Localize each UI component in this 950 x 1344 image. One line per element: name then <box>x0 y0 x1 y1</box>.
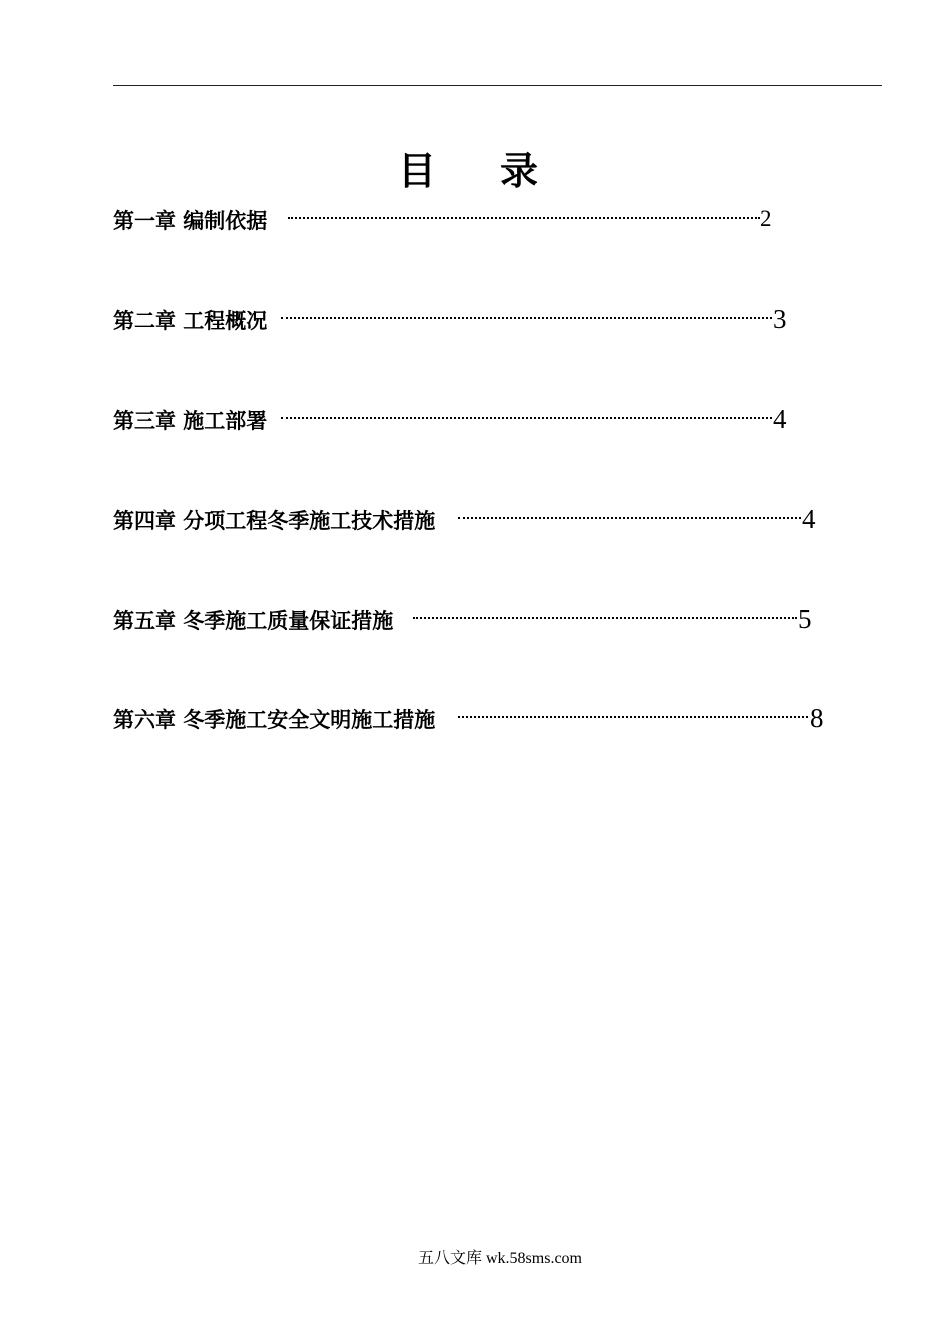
toc-entry-label: 第四章 分项工程冬季施工技术措施 <box>113 509 436 533</box>
toc-leader <box>281 317 772 319</box>
toc-entry-page: 3 <box>773 304 787 334</box>
toc-entry-label: 第三章 施工部署 <box>113 409 268 433</box>
toc-leader <box>288 217 760 219</box>
toc-entry-1[interactable] <box>113 199 793 239</box>
toc-entry-page: 2 <box>760 206 772 231</box>
footer-watermark: 五八文库 wk.58sms.com <box>417 1250 582 1267</box>
toc-entry-label: 第六章 冬季施工安全文明施工措施 <box>113 708 436 732</box>
toc-entry-label: 第一章 编制依据 <box>113 209 268 233</box>
toc-leader <box>458 517 801 519</box>
toc-entry-5[interactable] <box>113 599 823 639</box>
toc-entry-page: 4 <box>773 404 787 434</box>
toc-leader <box>281 417 772 419</box>
toc-entry-page: 5 <box>798 604 812 634</box>
toc-entry-page: 4 <box>802 504 816 534</box>
toc-entry-6[interactable] <box>113 698 833 738</box>
toc-entry-4[interactable] <box>113 499 823 539</box>
toc-entry-3[interactable] <box>113 399 793 439</box>
toc-entry-2[interactable] <box>113 299 793 339</box>
toc-leader <box>413 617 797 619</box>
toc-entry-page: 8 <box>810 703 824 733</box>
toc-title: 目录 <box>397 148 602 193</box>
toc-leader <box>458 716 808 718</box>
toc-entry-label: 第二章 工程概况 <box>113 309 268 333</box>
header-rule <box>113 85 882 86</box>
toc-entry-label: 第五章 冬季施工质量保证措施 <box>113 609 394 633</box>
